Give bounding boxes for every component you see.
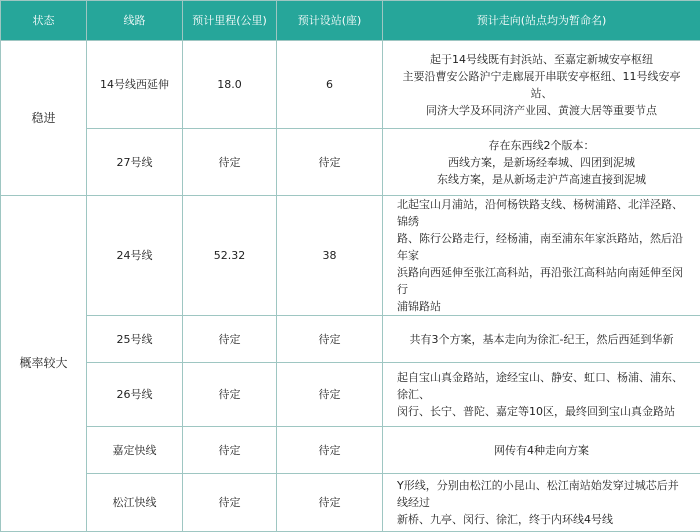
direction-cell bbox=[383, 316, 700, 363]
table-row bbox=[1, 427, 700, 474]
mileage-value: 待定 bbox=[183, 129, 277, 196]
direction-line: 东线方案，是从新场走沪芦高速直接到泥城 bbox=[397, 171, 686, 188]
mileage-value: 待定 bbox=[183, 427, 277, 474]
direction-line: Y形线，分别由松江的小昆山、松江南站始发穿过城芯后并线经过 bbox=[397, 477, 686, 511]
mileage-value: 52.32 bbox=[183, 196, 277, 316]
direction-cell bbox=[383, 427, 700, 474]
direction-cell bbox=[383, 196, 700, 316]
table-row bbox=[1, 196, 700, 316]
line-name: 松江快线 bbox=[87, 474, 183, 532]
mileage-value: 待定 bbox=[183, 474, 277, 532]
header-mileage: 预计里程(公里) bbox=[183, 1, 277, 41]
stations-value: 待定 bbox=[277, 316, 383, 363]
direction-line: 共有3个方案，基本走向为徐汇-纪王，然后西延到华新 bbox=[397, 331, 686, 348]
line-name: 24号线 bbox=[87, 196, 183, 316]
direction-cell bbox=[383, 474, 700, 532]
line-name: 14号线西延伸 bbox=[87, 41, 183, 129]
direction-line: 新桥、九亭、闵行、徐汇，终于内环线4号线 bbox=[397, 511, 686, 528]
stations-value: 待定 bbox=[277, 363, 383, 427]
direction-line: 路、陈行公路走行，经杨浦，南至浦东年家浜路站，然后沿年家 bbox=[397, 230, 686, 264]
direction-cell bbox=[383, 363, 700, 427]
table-row bbox=[1, 316, 700, 363]
status-likely: 概率较大 bbox=[1, 196, 87, 532]
table-row bbox=[1, 129, 700, 196]
direction-line: 存在东西线2个版本： bbox=[397, 137, 686, 154]
table-row bbox=[1, 363, 700, 427]
direction-line: 起于14号线既有封浜站、至嘉定新城安亭枢纽 bbox=[397, 51, 686, 68]
status-steady: 稳进 bbox=[1, 41, 87, 196]
direction-cell bbox=[383, 41, 700, 129]
header-direction: 预计走向(站点均为暂命名) bbox=[383, 1, 700, 41]
stations-value: 6 bbox=[277, 41, 383, 129]
stations-value: 38 bbox=[277, 196, 383, 316]
direction-line: 主要沿曹安公路沪宁走廊展开串联安亭枢纽、11号线安亭站、 bbox=[397, 68, 686, 102]
stations-value: 待定 bbox=[277, 474, 383, 532]
direction-line: 网传有4种走向方案 bbox=[397, 442, 686, 459]
direction-cell bbox=[383, 129, 700, 196]
line-name: 嘉定快线 bbox=[87, 427, 183, 474]
header-line: 线路 bbox=[87, 1, 183, 41]
direction-line: 同济大学及环同济产业园、黄渡大居等重要节点 bbox=[397, 102, 686, 119]
direction-line: 浜路向西延伸至张江高科站，再沿张江高科站向南延伸至闵行 bbox=[397, 264, 686, 298]
mileage-value: 待定 bbox=[183, 363, 277, 427]
header-status: 状态 bbox=[1, 1, 87, 41]
table-row bbox=[1, 474, 700, 532]
direction-line: 西线方案，是新场经奉城、四团到泥城 bbox=[397, 154, 686, 171]
line-name: 27号线 bbox=[87, 129, 183, 196]
line-name: 26号线 bbox=[87, 363, 183, 427]
direction-line: 浦锦路站 bbox=[397, 298, 686, 315]
direction-line: 起自宝山真金路站，途经宝山、静安、虹口、杨浦、浦东、徐汇、 bbox=[397, 369, 686, 403]
direction-line: 闵行、长宁、普陀、嘉定等10区，最终回到宝山真金路站 bbox=[397, 403, 686, 420]
table-header-row bbox=[1, 1, 700, 41]
mileage-value: 18.0 bbox=[183, 41, 277, 129]
direction-line: 北起宝山月浦站，沿何杨铁路支线、杨树浦路、北洋泾路、锦绣 bbox=[397, 196, 686, 230]
stations-value: 待定 bbox=[277, 129, 383, 196]
stations-value: 待定 bbox=[277, 427, 383, 474]
mileage-value: 待定 bbox=[183, 316, 277, 363]
header-stations: 预计设站(座) bbox=[277, 1, 383, 41]
table-row bbox=[1, 41, 700, 129]
line-name: 25号线 bbox=[87, 316, 183, 363]
